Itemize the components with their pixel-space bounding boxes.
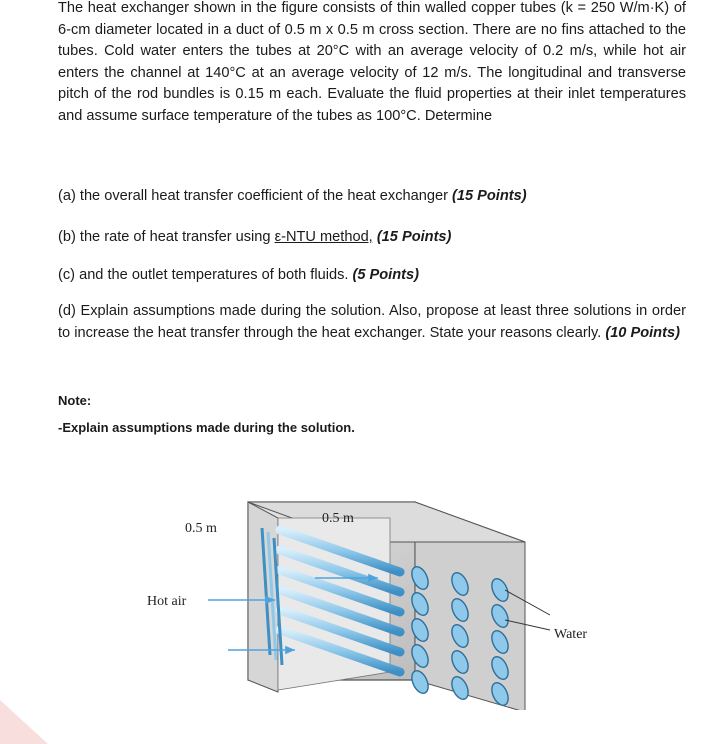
question-b-points: (15 Points) bbox=[376, 229, 452, 245]
label-hot-air: Hot air bbox=[147, 594, 187, 609]
question-d-points: (10 Points) bbox=[605, 324, 680, 341]
question-a bbox=[58, 186, 686, 208]
question-c-points: (5 Points) bbox=[352, 267, 419, 283]
question-d-text: (d) Explain assumptions made during the solution. Also, propose at least three solutions in order to increase the heat transfer through the heat exchanger. State your reasons clearly. bbox=[58, 303, 686, 341]
question-a-text: (a) the overall heat transfer coefficient of the heat exchanger bbox=[58, 188, 452, 204]
question-a-points: (15 Points) bbox=[452, 188, 527, 204]
question-b bbox=[58, 227, 686, 249]
question-b-method: ε-NTU method, bbox=[274, 229, 373, 245]
tube-ends bbox=[409, 564, 512, 708]
question-c-text: (c) and the outlet temperatures of both fluids. bbox=[58, 267, 353, 283]
label-water: Water bbox=[554, 627, 588, 642]
heat-exchanger-figure bbox=[130, 480, 630, 710]
question-c bbox=[58, 265, 686, 287]
label-duct-width: 0.5 m bbox=[322, 511, 354, 526]
question-d bbox=[58, 301, 686, 344]
label-duct-height: 0.5 m bbox=[185, 521, 217, 536]
corner-decoration bbox=[0, 690, 70, 744]
question-b-text: (b) the rate of heat transfer using bbox=[58, 229, 275, 245]
note-item: -Explain assumptions made during the solution. bbox=[58, 420, 355, 435]
problem-statement: The heat exchanger shown in the figure consists of thin walled copper tubes (k = 250 W/m·K) of 6-cm diameter located in a duct of 0.5 m x 0.5 m cross section. There are no fins attached to the tubes. Cold water enters the tubes at 20°C with an average velocity of 0.2 m/s, while hot air enters the channel at 140°C at an average velocity of 12 m/s. The longitudinal and transverse pitch of the rod bundles is 0.15 m each. Evaluate the fluid properties at their inlet temperatures and assume surface temperature of the tubes as 100°C. Determine bbox=[58, 0, 686, 124]
note-title: Note: bbox=[58, 393, 92, 408]
